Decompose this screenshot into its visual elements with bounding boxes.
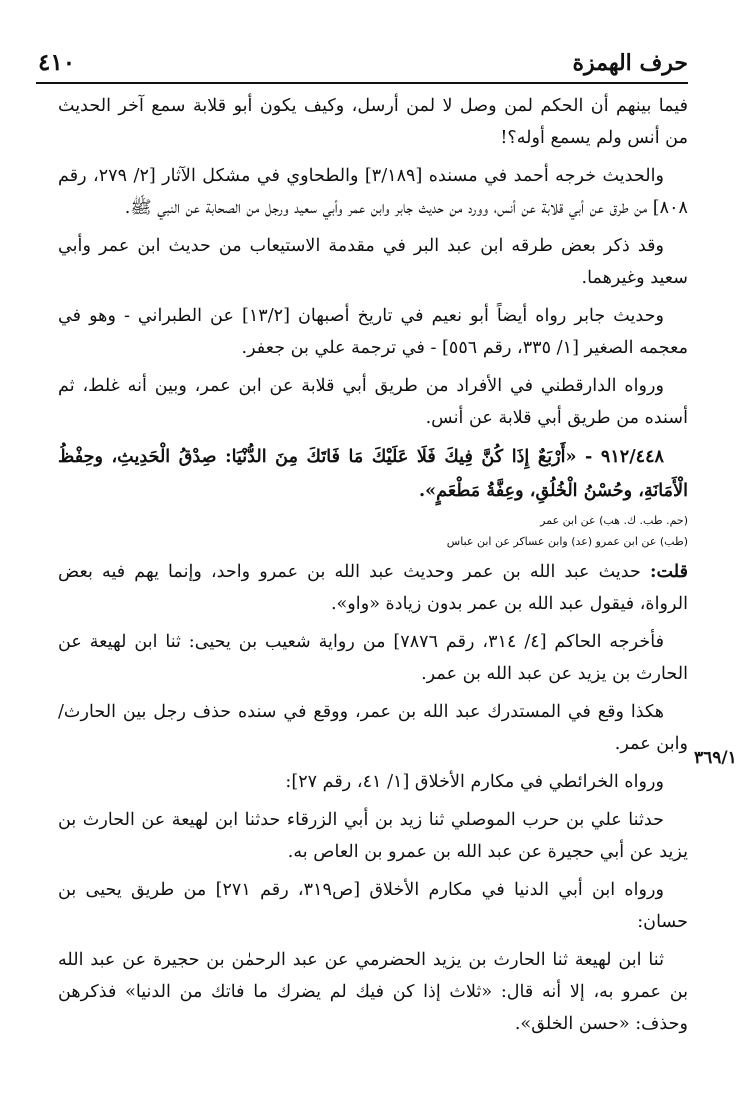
page-number: ٤١٠ bbox=[38, 49, 76, 76]
paragraph-mustadrak: هكذا وقع في المستدرك عبد الله بن عمر، ووقع في سنده حذف رجل بين الحارث/ وابن عمر. bbox=[58, 702, 688, 754]
paragraph-kharaiti: ورواه الخرائطي في مكارم الأخلاق [١/ ٤١، رقم ٢٧]: bbox=[285, 772, 664, 792]
paragraph-intro: فيما بينهم أن الحكم لمن وصل لا لمن أرسل، وكيف يكون أبو قلابة سمع آخر الحديث من أنس ولم يسمع أوله؟! bbox=[58, 96, 688, 148]
page-body bbox=[58, 90, 688, 1046]
qult-text: حديث عبد الله بن عمر وحديث عبد الله بن عمرو واحد، وإنما يهم فيه بعض الرواة، فيقول عبد الله بن عمر بدون زيادة «واو». bbox=[58, 562, 688, 614]
margin-note: ٣٦٩/١ bbox=[694, 748, 737, 768]
qult-label: قلت: bbox=[649, 561, 688, 582]
paragraph-ahmad: والحديث خرجه أحمد في مسنده [٣/١٨٩] والطحاوي في مشكل الآثار [٢/ ٢٧٩، رقم ٨٠٨] من طرق عن أبي قلابة عن أنس، وورد من حديث جابر وابن عمر وأبي سعيد ورجل من الصحابة عن النبي ﷺ. bbox=[58, 166, 688, 218]
paragraph-isnad-kharaiti: حدثنا علي بن حرب الموصلي ثنا زيد بن أبي الزرقاء حدثنا ابن لهيعة عن الحارث بن يزيد عن أبي حجيرة عن عبد الله بن عمرو بن العاص به. bbox=[58, 810, 688, 862]
paragraph-hakim: فأخرجه الحاكم [٤/ ٣١٤، رقم ٧٨٧٦] من رواية شعيب بن يحيى: ثنا ابن لهيعة عن الحارث بن يزيد عن عبد الله بن عمر. bbox=[58, 632, 688, 684]
page-header bbox=[36, 42, 688, 84]
hadith-source-2: (طب) عن ابن عمرو (عد) وابن عساكر عن ابن عباس bbox=[446, 535, 688, 548]
hadith-source-1: (حم. طب. ك. هب) عن ابن عمر bbox=[540, 514, 688, 527]
paragraph-daraqutni: ورواه الدارقطني في الأفراد من طريق أبي قلابة عن ابن عمر، وبين أنه غلط، ثم أسنده من طريق أبي قلابة عن أنس. bbox=[58, 376, 688, 428]
hadith-text: ٩١٢/٤٤٨ - «أَرْبَعٌ إِذَا كُنَّ فِيكَ فَلَا عَلَيْكَ مَا فَاتَكَ مِنَ الدُّنْيَا: صِدْقُ الْحَدِيثِ، وحِفْظُ الْأَمَانَةِ، وحُسْنُ الْخُلُقِ، وعِفَّةُ مَطْعَمٍ». bbox=[58, 446, 688, 501]
paragraph-jabir: وحديث جابر رواه أيضاً أبو نعيم في تاريخ أصبهان [١٣/٢] عن الطبراني - وهو في معجمه الصغير [١/ ٣٣٥، رقم ٥٥٦] - في ترجمة علي بن جعفر. bbox=[58, 306, 688, 358]
paragraph-ibn-abi-al-dunya: ورواه ابن أبي الدنيا في مكارم الأخلاق [ص٣١٩، رقم ٢٧١] من طريق يحيى بن حسان: bbox=[58, 880, 688, 932]
paragraph-qult bbox=[58, 556, 688, 620]
paragraph-isnad-ibn-abi-al-dunya: ثنا ابن لهيعة ثنا الحارث بن يزيد الحضرمي عن عبد الرحمٰن بن حجيرة عن عبد الله بن عمرو به، إلا أنه قال: «ثلاث إذا كن فيك لم يضرك ما فاتك من الدنيا» فذكرهن وحذف: «حسن الخلق». bbox=[58, 950, 688, 1034]
running-title: حرف الهمزة bbox=[572, 50, 688, 76]
paragraph-ibn-abd-al-barr: وقد ذكر بعض طرقه ابن عبد البر في مقدمة الاستيعاب من حديث ابن عمر وأبي سعيد وغيرهما. bbox=[58, 236, 688, 288]
